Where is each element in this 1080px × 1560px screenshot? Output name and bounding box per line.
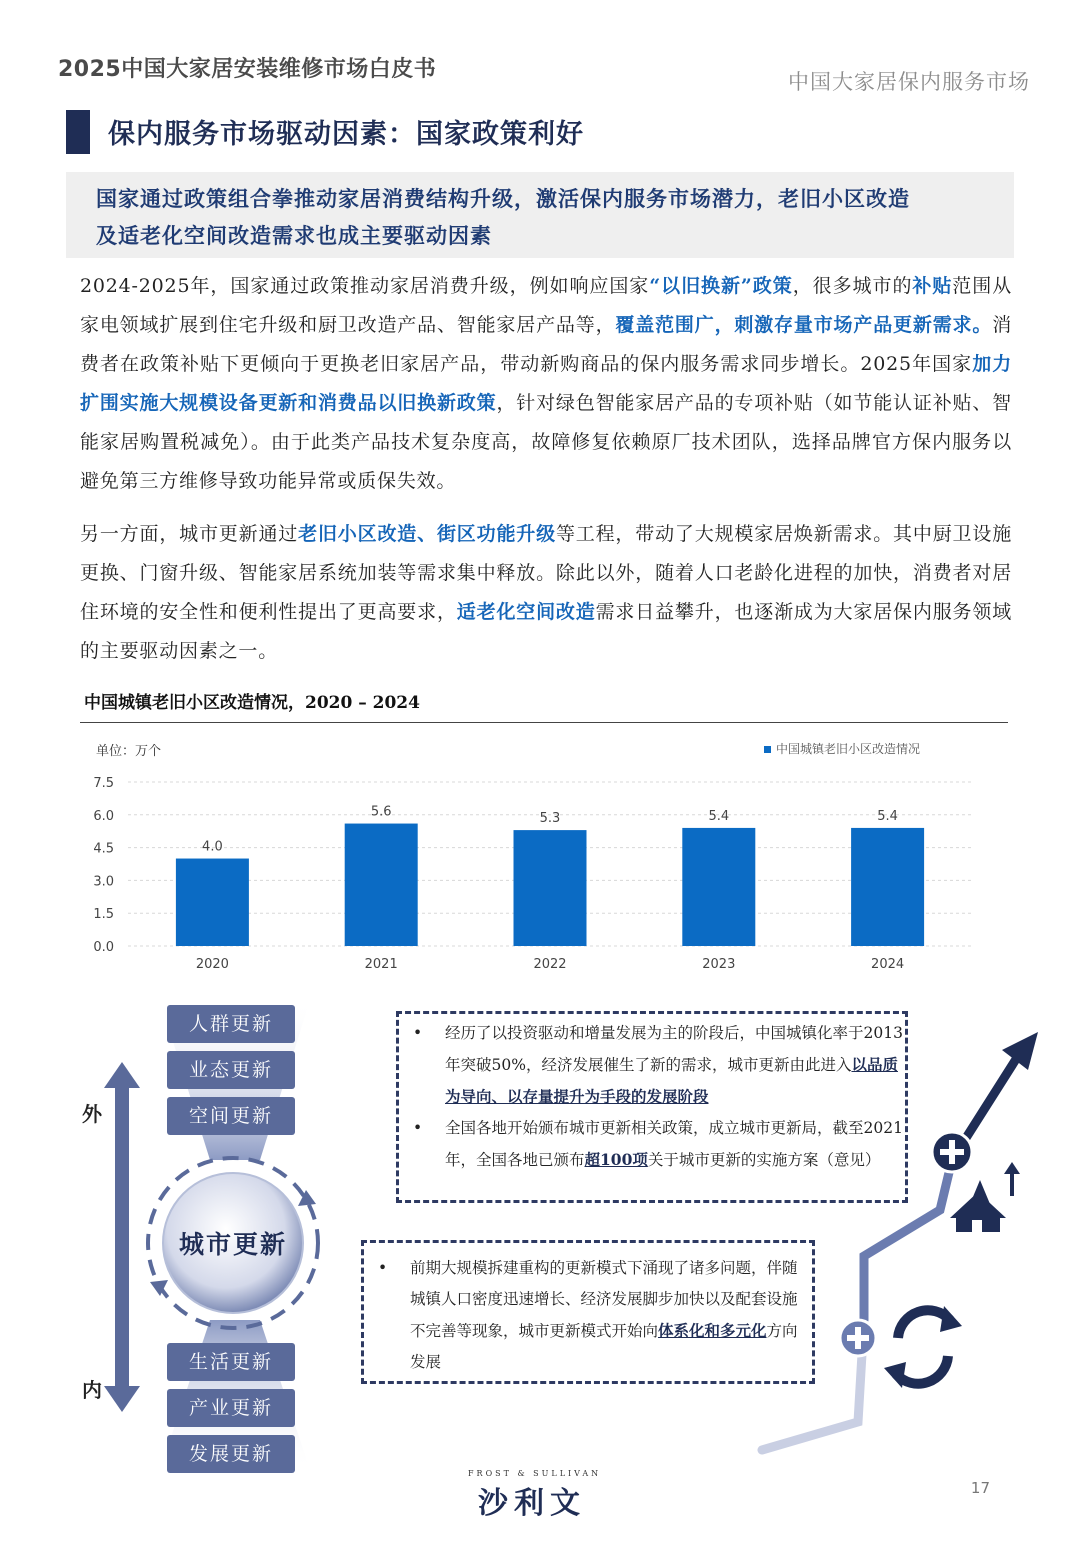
pill-population-renewal: 人群更新 — [167, 1005, 295, 1043]
bar — [514, 830, 587, 946]
house-tree-icon — [950, 1162, 1020, 1232]
para1-text-3: 范围从家电领域扩展到住宅升级和厨卫改造产品、智能家居产品等， — [80, 275, 1012, 336]
footer-logo-en: FROST & SULLIVAN — [468, 1469, 602, 1478]
chart-title: 中国城镇老旧小区改造情况，2020 – 2024 — [84, 693, 420, 713]
pill-business-renewal: 业态更新 — [167, 1051, 295, 1089]
section-label: 中国大家居保内服务市场 — [788, 70, 1030, 94]
para2-highlight-1: 老旧小区改造、街区功能升级 — [298, 523, 556, 545]
growth-arrow-head — [1002, 1032, 1038, 1070]
x-tick-label: 2022 — [533, 957, 567, 972]
underline-diversified: 体系化和多元化 — [658, 1321, 767, 1340]
info-box-2 — [361, 1240, 815, 1384]
summary-line-2: 及适老化空间改造需求也成主要驱动因素 — [96, 223, 492, 248]
summary-box — [66, 172, 1014, 258]
underline-policy-count: 超100项 — [584, 1150, 648, 1169]
bar-value-label: 5.4 — [877, 808, 898, 824]
para1-text-5: ，针对绿色智能家居产品的专项补贴（如节能认证补贴、智能家居购置税减免）。由于此类产品技术复杂度高，故障修复依赖原厂技术团队，选择品牌官方保内服务以避免第三方维修导致功能异常或质保失效。 — [80, 392, 1012, 492]
chart-unit-label: 单位：万个 — [96, 744, 162, 759]
y-tick-label: 7.5 — [93, 776, 114, 791]
para1-text-2: ，很多城市的 — [792, 275, 913, 297]
para2-text-3: 需求日益攀升，也逐渐成为大家居保内服务领域的主要驱动因素之一。 — [80, 601, 1012, 662]
y-tick-label: 6.0 — [93, 808, 114, 824]
para1-highlight-2: 补贴 — [912, 275, 953, 297]
center-label: 城市更新 — [178, 1230, 288, 1259]
info-box-1 — [396, 1011, 908, 1203]
page-number: 17 — [970, 1479, 990, 1497]
pill-space-renewal: 空间更新 — [167, 1097, 295, 1135]
plus-icon-lower — [840, 1320, 876, 1356]
pill-industry-renewal: 产业更新 — [167, 1389, 295, 1427]
y-tick-label: 3.0 — [93, 874, 114, 890]
info-box-1-bullet-2: • 全国各地开始颁布城市更新相关政策，成立城市更新局，截至2021年，全国各地已颁布超100项关于城市更新的实施方案（意见） — [399, 1113, 905, 1176]
y-tick-label: 0.0 — [93, 940, 114, 955]
plus-icon — [932, 1132, 972, 1172]
para1-highlight-4: 加力扩围实施大规模设备更新和消费品以旧换新政策 — [80, 353, 1012, 414]
inner-label: 内 — [82, 1378, 102, 1402]
report-title: 2025中国大家居安装维修市场白皮书 — [58, 57, 437, 82]
footer-logo: 沙利文 — [478, 1486, 586, 1521]
refresh-icon — [884, 1306, 962, 1388]
y-tick-label: 1.5 — [93, 907, 114, 923]
bar-value-label: 5.6 — [370, 804, 392, 820]
info-box-1-bullet-1: • 经历了以投资驱动和增量发展为主的阶段后，中国城镇化率于2013年突破50%，经济发展催生了新的需求，城市更新由此进入以品质为导向、以存量提升为手段的发展阶段 — [399, 1018, 905, 1113]
para2-text-2: 等工程，带动了大规模家居焕新需求。其中厨卫设施更换、门窗升级、智能家居系统加装等需求集中释放。除此以外，随着人口老龄化进程的加快，消费者对居住环境的安全性和便利性提出了更高要求， — [80, 523, 1012, 623]
para1-highlight-1: “以旧换新”政策 — [649, 275, 793, 297]
bar — [851, 828, 924, 946]
bar — [345, 824, 418, 946]
bar — [176, 859, 249, 946]
x-tick-label: 2021 — [364, 957, 398, 972]
bar-value-label: 4.0 — [202, 839, 223, 855]
outer-label: 外 — [82, 1102, 102, 1126]
bar-value-label: 5.3 — [539, 811, 561, 827]
bar-value-label: 5.4 — [708, 808, 730, 824]
info-box-2-bullet: • 前期大规模拆建重构的更新模式下涌现了诸多问题，伴随城镇人口密度迅速增长、经济发展脚步加快以及配套设施不完善等现象，城市更新模式开始向体系化和多元化方向发展 — [364, 1253, 812, 1378]
legend-label: 中国城镇老旧小区改造情况 — [776, 742, 921, 756]
chart-legend — [764, 740, 920, 757]
y-tick-label: 4.5 — [93, 841, 114, 857]
title-accent-bar — [66, 110, 90, 154]
pill-life-renewal: 生活更新 — [167, 1343, 295, 1381]
x-tick-label: 2023 — [702, 957, 736, 972]
x-tick-label: 2020 — [195, 957, 229, 972]
bar — [682, 828, 755, 946]
vertical-double-arrow — [104, 1062, 140, 1412]
para1-text-4: 消费者在政策补贴下更倾向于更换老旧家居产品，带动新购商品的保内服务需求同步增长。2025年国家 — [80, 314, 1013, 375]
underline-development-stage: 以品质为导向、以存量提升为手段的发展阶段 — [445, 1055, 898, 1106]
para1-highlight-3: 覆盖范围广，刺激存量市场产品更新需求。 — [615, 314, 993, 336]
x-tick-label: 2024 — [871, 957, 905, 972]
para2-highlight-2: 适老化空间改造 — [456, 601, 596, 623]
summary-text — [96, 180, 996, 254]
paragraph-2 — [80, 515, 1012, 671]
para1-text-1: 2024-2025年，国家通过政策推动家居消费升级，例如响应国家 — [80, 275, 650, 297]
summary-line-1: 国家通过政策组合拳推动家居消费结构升级，激活保内服务市场潜力，老旧小区改造 — [96, 186, 910, 211]
para2-text-1: 另一方面，城市更新通过 — [80, 523, 299, 545]
paragraph-1 — [80, 267, 1012, 501]
chart-divider — [80, 722, 1008, 723]
page-title: 保内服务市场驱动因素：国家政策利好 — [108, 119, 584, 150]
bar-chart — [80, 770, 980, 975]
legend-swatch — [764, 746, 771, 753]
pill-development-renewal: 发展更新 — [167, 1435, 295, 1473]
